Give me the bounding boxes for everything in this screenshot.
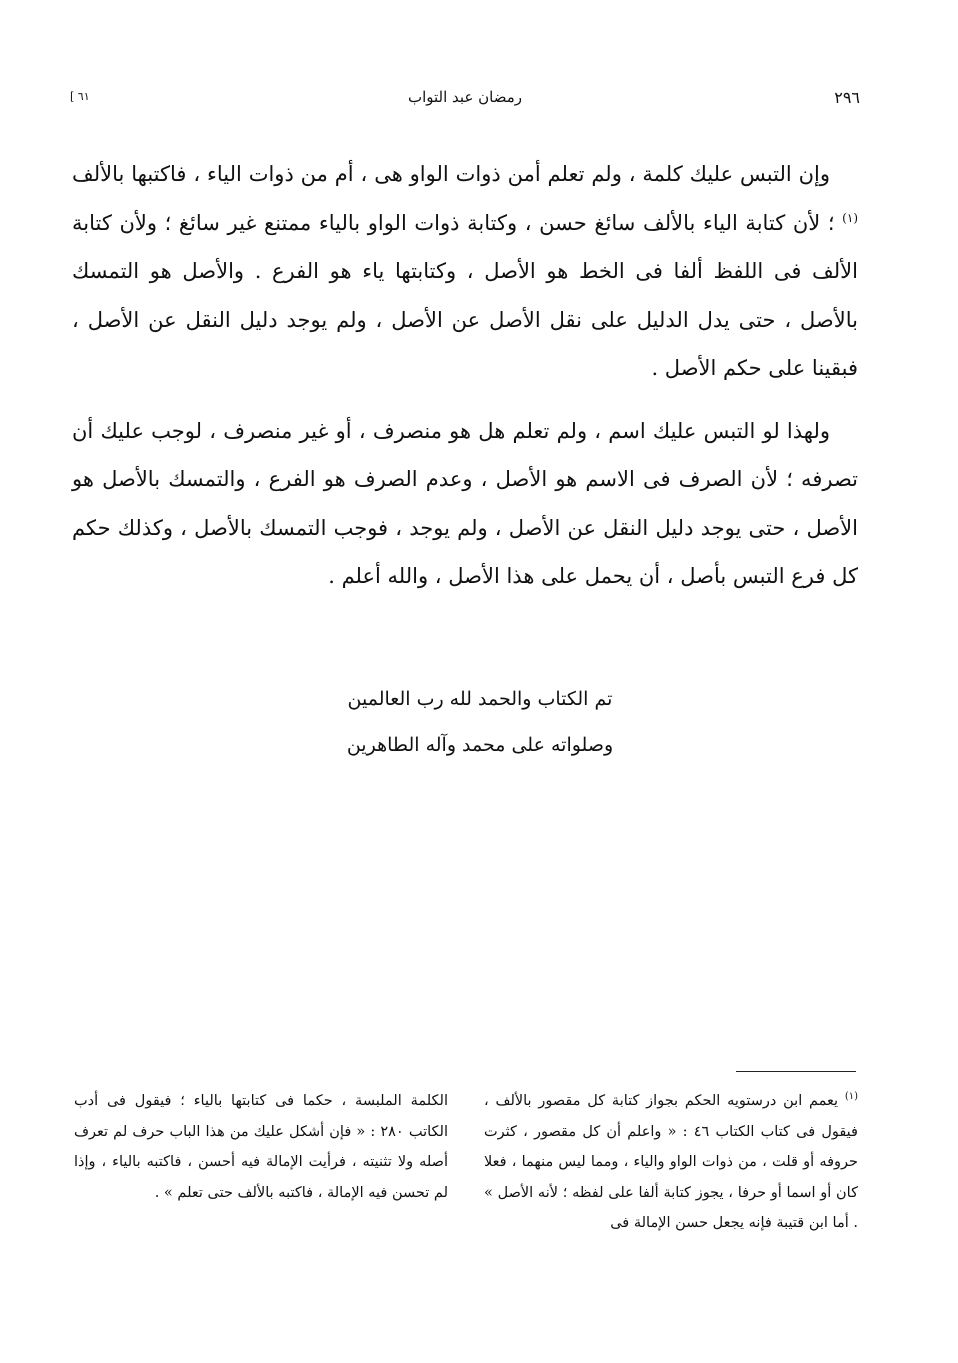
paragraph-2: ولهذا لو التبس عليك اسم ، ولم تعلم هل هو منصرف ، أو غير منصرف ، لوجب عليك أن تصرفه ؛ لأن الصرف فى الاسم هو الأصل ، وعدم الصرف هو الفرع ، والتمسك بالأصل هو الأصل ، حتى يوجد دليل النقل عن الأصل ، ولم يوجد ، فوجب التمسك بالأصل ، وكذلك حكم كل فرع التبس بأصل ، أن يحمل على هذا الأصل ، والله أعلم . <box>72 418 858 588</box>
running-header <box>70 88 860 114</box>
running-title-author: رمضان عبد التواب <box>407 88 523 106</box>
footnotes <box>74 1086 858 1239</box>
footnote-reference: (١) <box>842 210 858 225</box>
colophon <box>260 676 700 768</box>
footnote-separator <box>736 1071 856 1072</box>
footnote-marker: (١) <box>844 1091 858 1103</box>
footnote-column-right <box>484 1086 858 1239</box>
colophon-line-2: وصلواته على محمد وآله الطاهرين <box>346 734 614 756</box>
footnote-column-left: الكلمة الملبسة ، حكما فى كتابتها بالياء ؛ فيقول فى أدب الكاتب ٢٨٠ : « فإن أشكل عليك من هذا الباب حرف لم تعرف أصله ولا تثنيته ، فرأيت الإمالة فيه أحسن ، فاكتبه بالياء ، وإذا لم تحسن فيه الإمالة ، فاكتبه بالألف حتى تعلم » . <box>74 1093 448 1201</box>
paragraph-1-text-b: ؛ لأن كتابة الياء بالألف سائغ حسن ، وكتابة ذوات الواو بالياء ممتنع غير سائغ ؛ ولأن كتابة الألف فى اللفظ ألفا فى الخط هو الأصل ، وكتابتها ياء هو الفرع . والأصل هو التمسك بالأصل ، حتى يدل الدليل على نقل الأصل عن الأصل ، ولم يوجد دليل النقل عن الأصل ، فبقينا على حكم الأصل . <box>72 210 858 380</box>
signature-mark: ٦١ ] <box>70 90 90 103</box>
colophon-line-1: تم الكتاب والحمد لله رب العالمين <box>347 688 613 710</box>
main-text <box>72 150 858 601</box>
footnote-text-right: يعمم ابن درستويه الحكم بجواز كتابة كل مقصور بالألف ، فيقول فى كتاب الكتاب ٤٦ : « واعلم أن كل مقصور ، كثرت حروفه أو قلت ، من ذوات الواو والياء ، ومما ليس منهما ، فعلا كان أو اسما أو حرفا ، يجوز كتابة ألفا على لفظه ؛ لأنه الأصل » . أما ابن قتيبة فإنه يجعل حسن الإمالة فى <box>484 1093 858 1231</box>
page-number: ٢٩٦ <box>834 88 860 107</box>
paragraph-1 <box>72 150 858 393</box>
paragraph-1-text-a: وإن التبس عليك كلمة ، ولم تعلم أمن ذوات الواو هى ، أم من ذوات الياء ، فاكتبها بالألف <box>72 162 830 186</box>
